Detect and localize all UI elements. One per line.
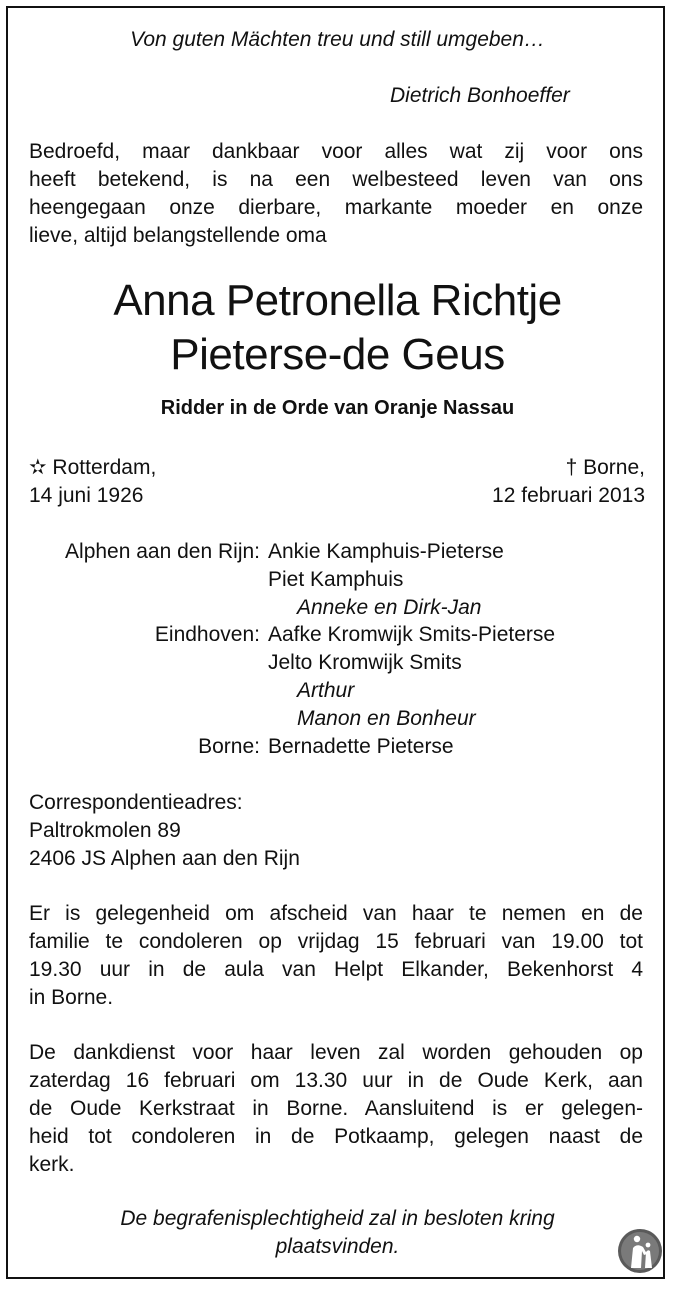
intro-line: heeft betekend, is na een welbesteed leven van ons — [29, 168, 643, 191]
birth-place: ✫ Rotterdam, — [29, 456, 157, 479]
death-place: † Borne, — [565, 456, 645, 479]
intro-line: heengegaan onze dierbare, markante moeder en onze — [29, 196, 643, 219]
service-line: De dankdienst voor haar leven zal worden gehouden op — [29, 1041, 643, 1064]
quote-author: Dietrich Bonhoeffer — [390, 84, 570, 107]
intro-line: Bedroefd, maar dankbaar voor alles wat zij voor ons — [29, 140, 643, 163]
family-place-borne: Borne: — [198, 735, 260, 758]
closing-line2: plaatsvinden. — [275, 1235, 400, 1258]
family-member: Piet Kamphuis — [268, 568, 404, 591]
deceased-name-line1: Anna Petronella Richtje — [113, 276, 562, 325]
service-line: kerk. — [29, 1153, 75, 1176]
condolence-line: 19.30 uur in de aula van Helpt Elkander, Bekenhorst 4 — [29, 958, 643, 981]
intro-paragraph — [29, 138, 643, 250]
condolence-line: familie te condoleren op vrijdag 15 februari van 19.00 tot — [29, 930, 643, 953]
family-member: Aafke Kromwijk Smits-Pieterse — [268, 623, 556, 646]
condolence-paragraph — [29, 900, 643, 1012]
grandchildren: Anneke en Dirk-Jan — [297, 596, 482, 619]
service-line: de Oude Kerkstraat in Borne. Aansluitend is er gelegen- — [29, 1097, 643, 1120]
family-member: Ankie Kamphuis-Pieterse — [268, 540, 504, 563]
honour-title: Ridder in de Orde van Oranje Nassau — [160, 397, 515, 419]
service-paragraph — [29, 1039, 643, 1179]
grandchildren: Manon en Bonheur — [297, 707, 476, 730]
closing-line1: De begrafenisplechtigheid zal in besloten kring — [120, 1207, 555, 1230]
birth-date: 14 juni 1926 — [29, 484, 144, 507]
family-place-eindhoven: Eindhoven: — [154, 623, 260, 646]
service-line: heid tot condoleren in de Potkaamp, gelegen naast de — [29, 1125, 643, 1148]
correspondence-street: Paltrokmolen 89 — [29, 819, 181, 842]
family-member: Jelto Kromwijk Smits — [268, 651, 462, 674]
death-date: 12 februari 2013 — [492, 484, 645, 507]
service-line: zaterdag 16 februari om 13.30 uur in de Oude Kerk, aan — [29, 1069, 643, 1092]
quote-text: Von guten Mächten treu und still umgeben… — [130, 28, 545, 51]
correspondence-city: 2406 JS Alphen aan den Rijn — [29, 847, 300, 870]
correspondence-label: Correspondentieadres: — [29, 791, 243, 814]
memorial-logo-icon — [617, 1228, 663, 1274]
intro-line: lieve, altijd belangstellende oma — [29, 224, 327, 247]
grandchildren: Arthur — [297, 679, 355, 702]
deceased-name-line2: Pieterse-de Geus — [170, 330, 505, 379]
condolence-line: Er is gelegenheid om afscheid van haar te nemen en de — [29, 902, 643, 925]
condolence-line: in Borne. — [29, 986, 114, 1009]
family-member: Bernadette Pieterse — [268, 735, 454, 758]
family-place-alphen: Alphen aan den Rijn: — [65, 540, 260, 563]
